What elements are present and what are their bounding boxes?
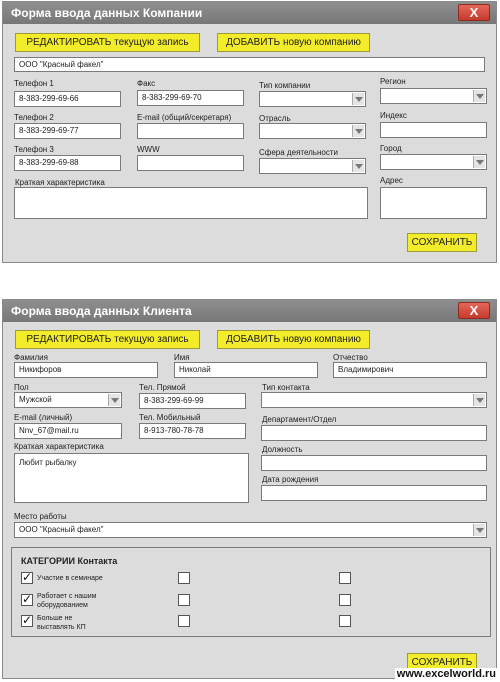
city-select[interactable] xyxy=(380,154,487,170)
company-close-button[interactable]: X xyxy=(458,4,490,21)
position-label: Должность xyxy=(262,445,303,454)
patronymic-field[interactable]: Владимирович xyxy=(333,362,487,378)
company-type-label: Тип компании xyxy=(259,81,311,90)
position-field[interactable] xyxy=(261,455,487,471)
city-label: Город xyxy=(380,144,402,153)
phone2-field[interactable]: 8-383-299-69-77 xyxy=(14,123,121,139)
client-form-title: Форма ввода данных Клиента xyxy=(3,300,496,322)
client-add-button[interactable]: ДОБАВИТЬ новую компанию xyxy=(217,330,370,349)
patronymic-label: Отчество xyxy=(333,353,368,362)
category-checkbox[interactable] xyxy=(178,572,190,584)
region-label: Регион xyxy=(380,77,406,86)
category-label-equipment: Работает с нашим оборудованием xyxy=(37,593,97,609)
contact-type-select[interactable] xyxy=(261,392,487,408)
www-label: WWW xyxy=(137,145,160,154)
birth-date-label: Дата рождения xyxy=(262,475,319,484)
email-label: E-mail (общий/секретаря) xyxy=(137,113,232,122)
department-label: Департамент/Отдел xyxy=(262,415,337,424)
company-type-select[interactable] xyxy=(259,91,366,107)
phone3-label: Телефон 3 xyxy=(14,145,54,154)
last-name-field[interactable]: Никифоров xyxy=(14,362,158,378)
department-field[interactable] xyxy=(261,425,487,441)
first-name-label: Имя xyxy=(174,353,190,362)
zip-field[interactable] xyxy=(380,122,487,138)
last-name-label: Фамилия xyxy=(14,353,48,362)
gender-value: Мужской xyxy=(19,395,52,404)
client-form-window xyxy=(2,299,497,679)
categories-group xyxy=(11,547,491,637)
chevron-down-icon[interactable] xyxy=(352,93,364,105)
company-add-button[interactable]: ДОБАВИТЬ новую компанию xyxy=(217,33,370,52)
company-description-field[interactable] xyxy=(14,187,368,219)
fax-field[interactable]: 8-383-299-69-70 xyxy=(137,90,244,106)
company-form-title: Форма ввода данных Компании xyxy=(3,2,496,24)
category-checkbox[interactable] xyxy=(339,572,351,584)
mobile-phone-label: Тел. Мобильный xyxy=(139,413,201,422)
contact-type-label: Тип контакта xyxy=(262,383,310,392)
category-checkbox[interactable] xyxy=(178,615,190,627)
chevron-down-icon[interactable] xyxy=(352,160,364,172)
phone3-field[interactable]: 8-383-299-69-88 xyxy=(14,155,121,171)
fax-label: Факс xyxy=(137,79,156,88)
category-label-seminar: Участие в семинаре xyxy=(37,575,103,582)
industry-select[interactable] xyxy=(259,123,366,139)
category-checkbox[interactable] xyxy=(339,615,351,627)
direct-phone-label: Тел. Прямой xyxy=(139,383,186,392)
chevron-down-icon[interactable] xyxy=(473,394,485,406)
client-close-button[interactable]: X xyxy=(458,302,490,319)
client-description-field[interactable]: Любит рыбалку xyxy=(14,453,249,503)
category-checkbox[interactable] xyxy=(178,594,190,606)
client-edit-button[interactable]: РЕДАКТИРОВАТЬ текущую запись xyxy=(15,330,200,349)
activity-select[interactable] xyxy=(259,158,366,174)
address-label: Адрес xyxy=(380,176,403,185)
address-field[interactable] xyxy=(380,187,487,219)
client-description-label: Краткая характеристика xyxy=(14,442,104,451)
phone1-field[interactable]: 8-383-299-69-66 xyxy=(14,91,121,107)
first-name-field[interactable]: Николай xyxy=(174,362,318,378)
birth-date-field[interactable] xyxy=(261,485,487,501)
categories-title: КАТЕГОРИИ Контакта xyxy=(21,556,118,566)
workplace-label: Место работы xyxy=(14,512,67,521)
company-name-field[interactable]: ООО "Красный факел" xyxy=(14,57,485,72)
company-description-label: Краткая характеристика xyxy=(15,178,105,187)
industry-label: Отрасль xyxy=(259,114,291,123)
category-checkbox[interactable] xyxy=(339,594,351,606)
email-field[interactable] xyxy=(137,123,244,139)
category-label-no-offers: Больше не выставлять КП xyxy=(37,615,86,631)
workplace-select[interactable] xyxy=(14,522,487,538)
mobile-phone-field[interactable]: 8-913-780-78-78 xyxy=(139,423,246,439)
phone1-label: Телефон 1 xyxy=(14,79,54,88)
gender-select[interactable] xyxy=(14,392,122,408)
phone2-label: Телефон 2 xyxy=(14,113,54,122)
zip-label: Индекс xyxy=(380,111,407,120)
personal-email-field[interactable]: Nnv_67@mail.ru xyxy=(14,423,122,439)
chevron-down-icon[interactable] xyxy=(352,125,364,137)
activity-label: Сфера деятельности xyxy=(259,148,338,157)
category-checkbox-seminar[interactable] xyxy=(21,572,33,584)
personal-email-label: E-mail (личный) xyxy=(14,413,73,422)
direct-phone-field[interactable]: 8-383-299-69-99 xyxy=(139,393,246,409)
gender-label: Пол xyxy=(14,383,29,392)
category-checkbox-no-offers[interactable] xyxy=(21,615,33,627)
workplace-value: ООО "Красный факел" xyxy=(19,525,104,534)
company-save-button[interactable]: СОХРАНИТЬ xyxy=(407,233,477,252)
site-watermark: www.excelworld.ru xyxy=(396,668,496,680)
chevron-down-icon[interactable] xyxy=(473,90,485,102)
company-form-window xyxy=(2,1,497,263)
chevron-down-icon[interactable] xyxy=(108,394,120,406)
client-save-button[interactable]: СОХРАНИТЬ xyxy=(407,653,477,672)
www-field[interactable] xyxy=(137,155,244,171)
company-edit-button[interactable]: РЕДАКТИРОВАТЬ текущую запись xyxy=(15,33,200,52)
chevron-down-icon[interactable] xyxy=(473,156,485,168)
chevron-down-icon[interactable] xyxy=(473,524,485,536)
category-checkbox-equipment[interactable] xyxy=(21,594,33,606)
region-select[interactable] xyxy=(380,88,487,104)
